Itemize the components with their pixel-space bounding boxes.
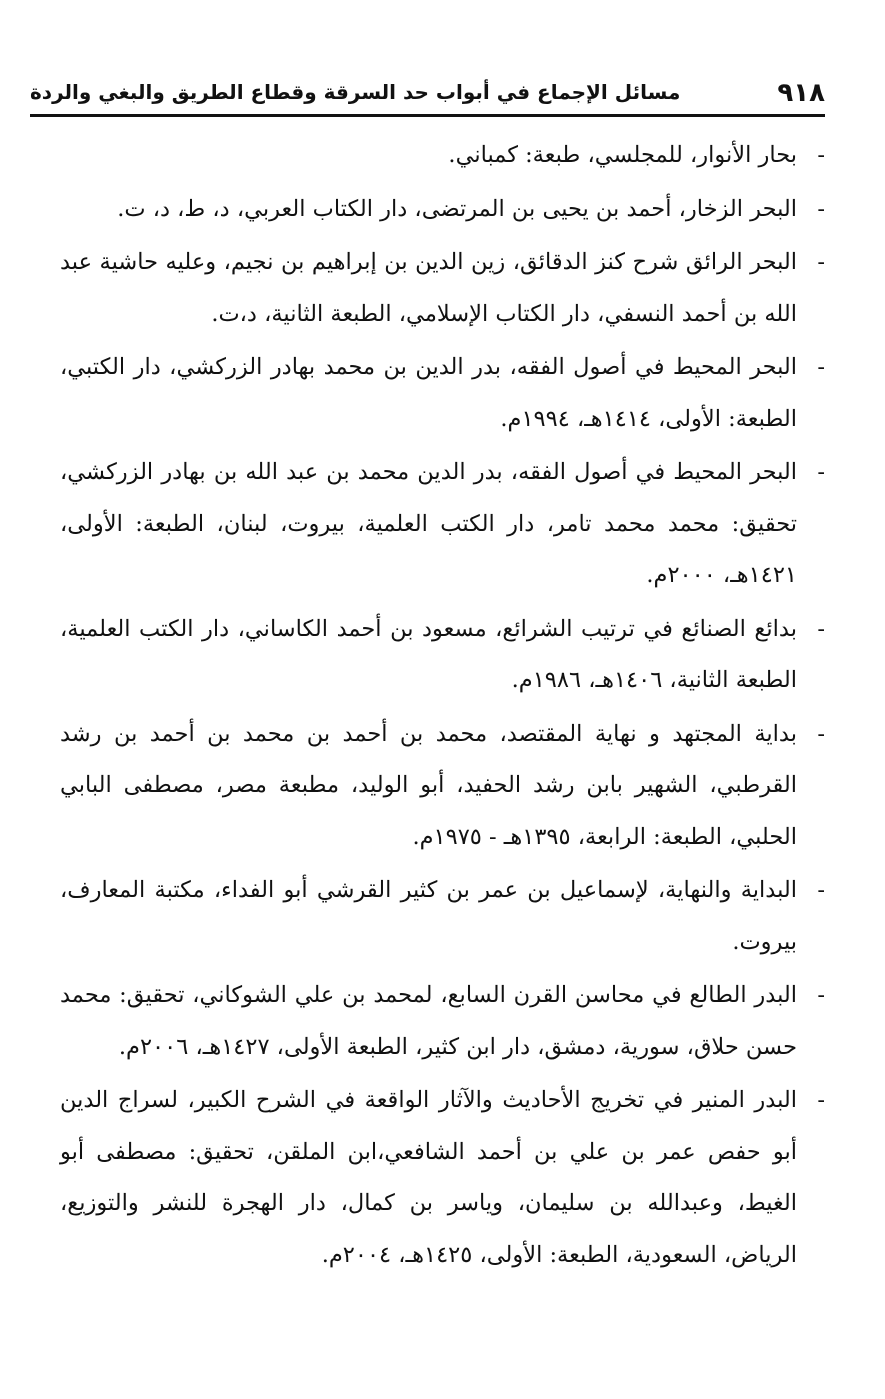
entry-dash: -: [817, 195, 825, 222]
page-number: ٩١٨: [777, 78, 825, 108]
bibliography-entry: [60, 184, 825, 236]
entry-text: البداية والنهاية، لإسماعيل بن عمر بن كثير القرشي أبو الفداء، مكتبة المعارف، بيروت.: [60, 877, 797, 955]
entry-dash: -: [817, 249, 825, 275]
entry-dash: -: [817, 459, 825, 485]
entry-dash: -: [817, 354, 825, 380]
bibliography-entry: [60, 130, 825, 182]
bibliography-entry: [60, 865, 825, 968]
bibliography-entry: [60, 604, 825, 707]
entry-text: البحر الزخار، أحمد بن يحيى بن المرتضى، دار الكتاب العربي، د، ط، د، ت.: [117, 195, 797, 222]
entry-dash: -: [817, 877, 825, 903]
entry-dash: -: [817, 720, 825, 747]
bibliography-entry: [60, 342, 825, 445]
page-header: [30, 62, 825, 117]
entry-text: البحر المحيط في أصول الفقه، بدر الدين محمد بن عبد الله بن بهادر الزركشي، تحقيق: محمد محمد تامر، دار الكتب العلمية، بيروت، لبنان، الطبعة: الأولى، ١٤٢١هـ، ٢٠٠٠م.: [60, 459, 797, 588]
bibliography-entry: [60, 970, 825, 1073]
entry-text: البدر الطالع في محاسن القرن السابع، لمحمد بن علي الشوكاني، تحقيق: محمد حسن حلاق، سورية، دمشق، دار ابن كثير، الطبعة الأولى، ١٤٢٧هـ، ٢٠٠٦م.: [60, 982, 797, 1060]
bibliography-entry: [60, 237, 825, 340]
entry-dash: -: [817, 1087, 825, 1113]
running-title: مسائل الإجماع في أبواب حد السرقة وقطاع الطريق والبغي والردة: [30, 80, 681, 104]
entry-text: البدر المنير في تخريج الأحاديث والآثار الواقعة في الشرح الكبير، لسراج الدين أبو حفص عمر بن علي بن أحمد الشافعي،ابن الملقن، تحقيق: مصطفى أبو الغيط، وعبدالله بن سليمان، وياسر بن كمال، دار الهجرة للنشر والتوزيع، الرياض، السعودية، الطبعة: الأولى، ١٤٢٥هـ، ٢٠٠٤م.: [60, 1087, 797, 1268]
entry-text: البحر الرائق شرح كنز الدقائق، زين الدين بن إبراهيم بن نجيم، وعليه حاشية عبد الله بن أحمد النسفي، دار الكتاب الإسلامي، الطبعة الثانية، د،ت.: [60, 249, 797, 327]
entry-text: بداية المجتهد و نهاية المقتصد، محمد بن أحمد بن محمد بن أحمد بن رشد القرطبي، الشهير بابن رشد الحفيد، أبو الوليد، مطبعة مصر، مصطفى البابي الحلبي، الطبعة: الرابعة، ١٣٩٥هـ - ١٩٧٥م.: [60, 720, 798, 850]
entry-dash: -: [817, 982, 825, 1008]
entry-dash: -: [817, 142, 825, 168]
bibliography-entry: [60, 709, 825, 864]
bibliography-entry: [60, 447, 825, 602]
entry-dash: -: [817, 615, 825, 642]
entry-text: بدائع الصنائع في ترتيب الشرائع، مسعود بن أحمد الكاساني، دار الكتب العلمية، الطبعة الثانية، ١٤٠٦هـ، ١٩٨٦م.: [60, 615, 797, 693]
entry-text: بحار الأنوار، للمجلسي، طبعة: كمباني.: [448, 142, 797, 168]
entry-text: البحر المحيط في أصول الفقه، بدر الدين بن محمد بهادر الزركشي، دار الكتبي، الطبعة: الأولى، ١٤١٤هـ، ١٩٩٤م.: [60, 354, 797, 432]
bibliography-entry: [60, 1075, 825, 1281]
bibliography-list: [60, 130, 825, 1283]
